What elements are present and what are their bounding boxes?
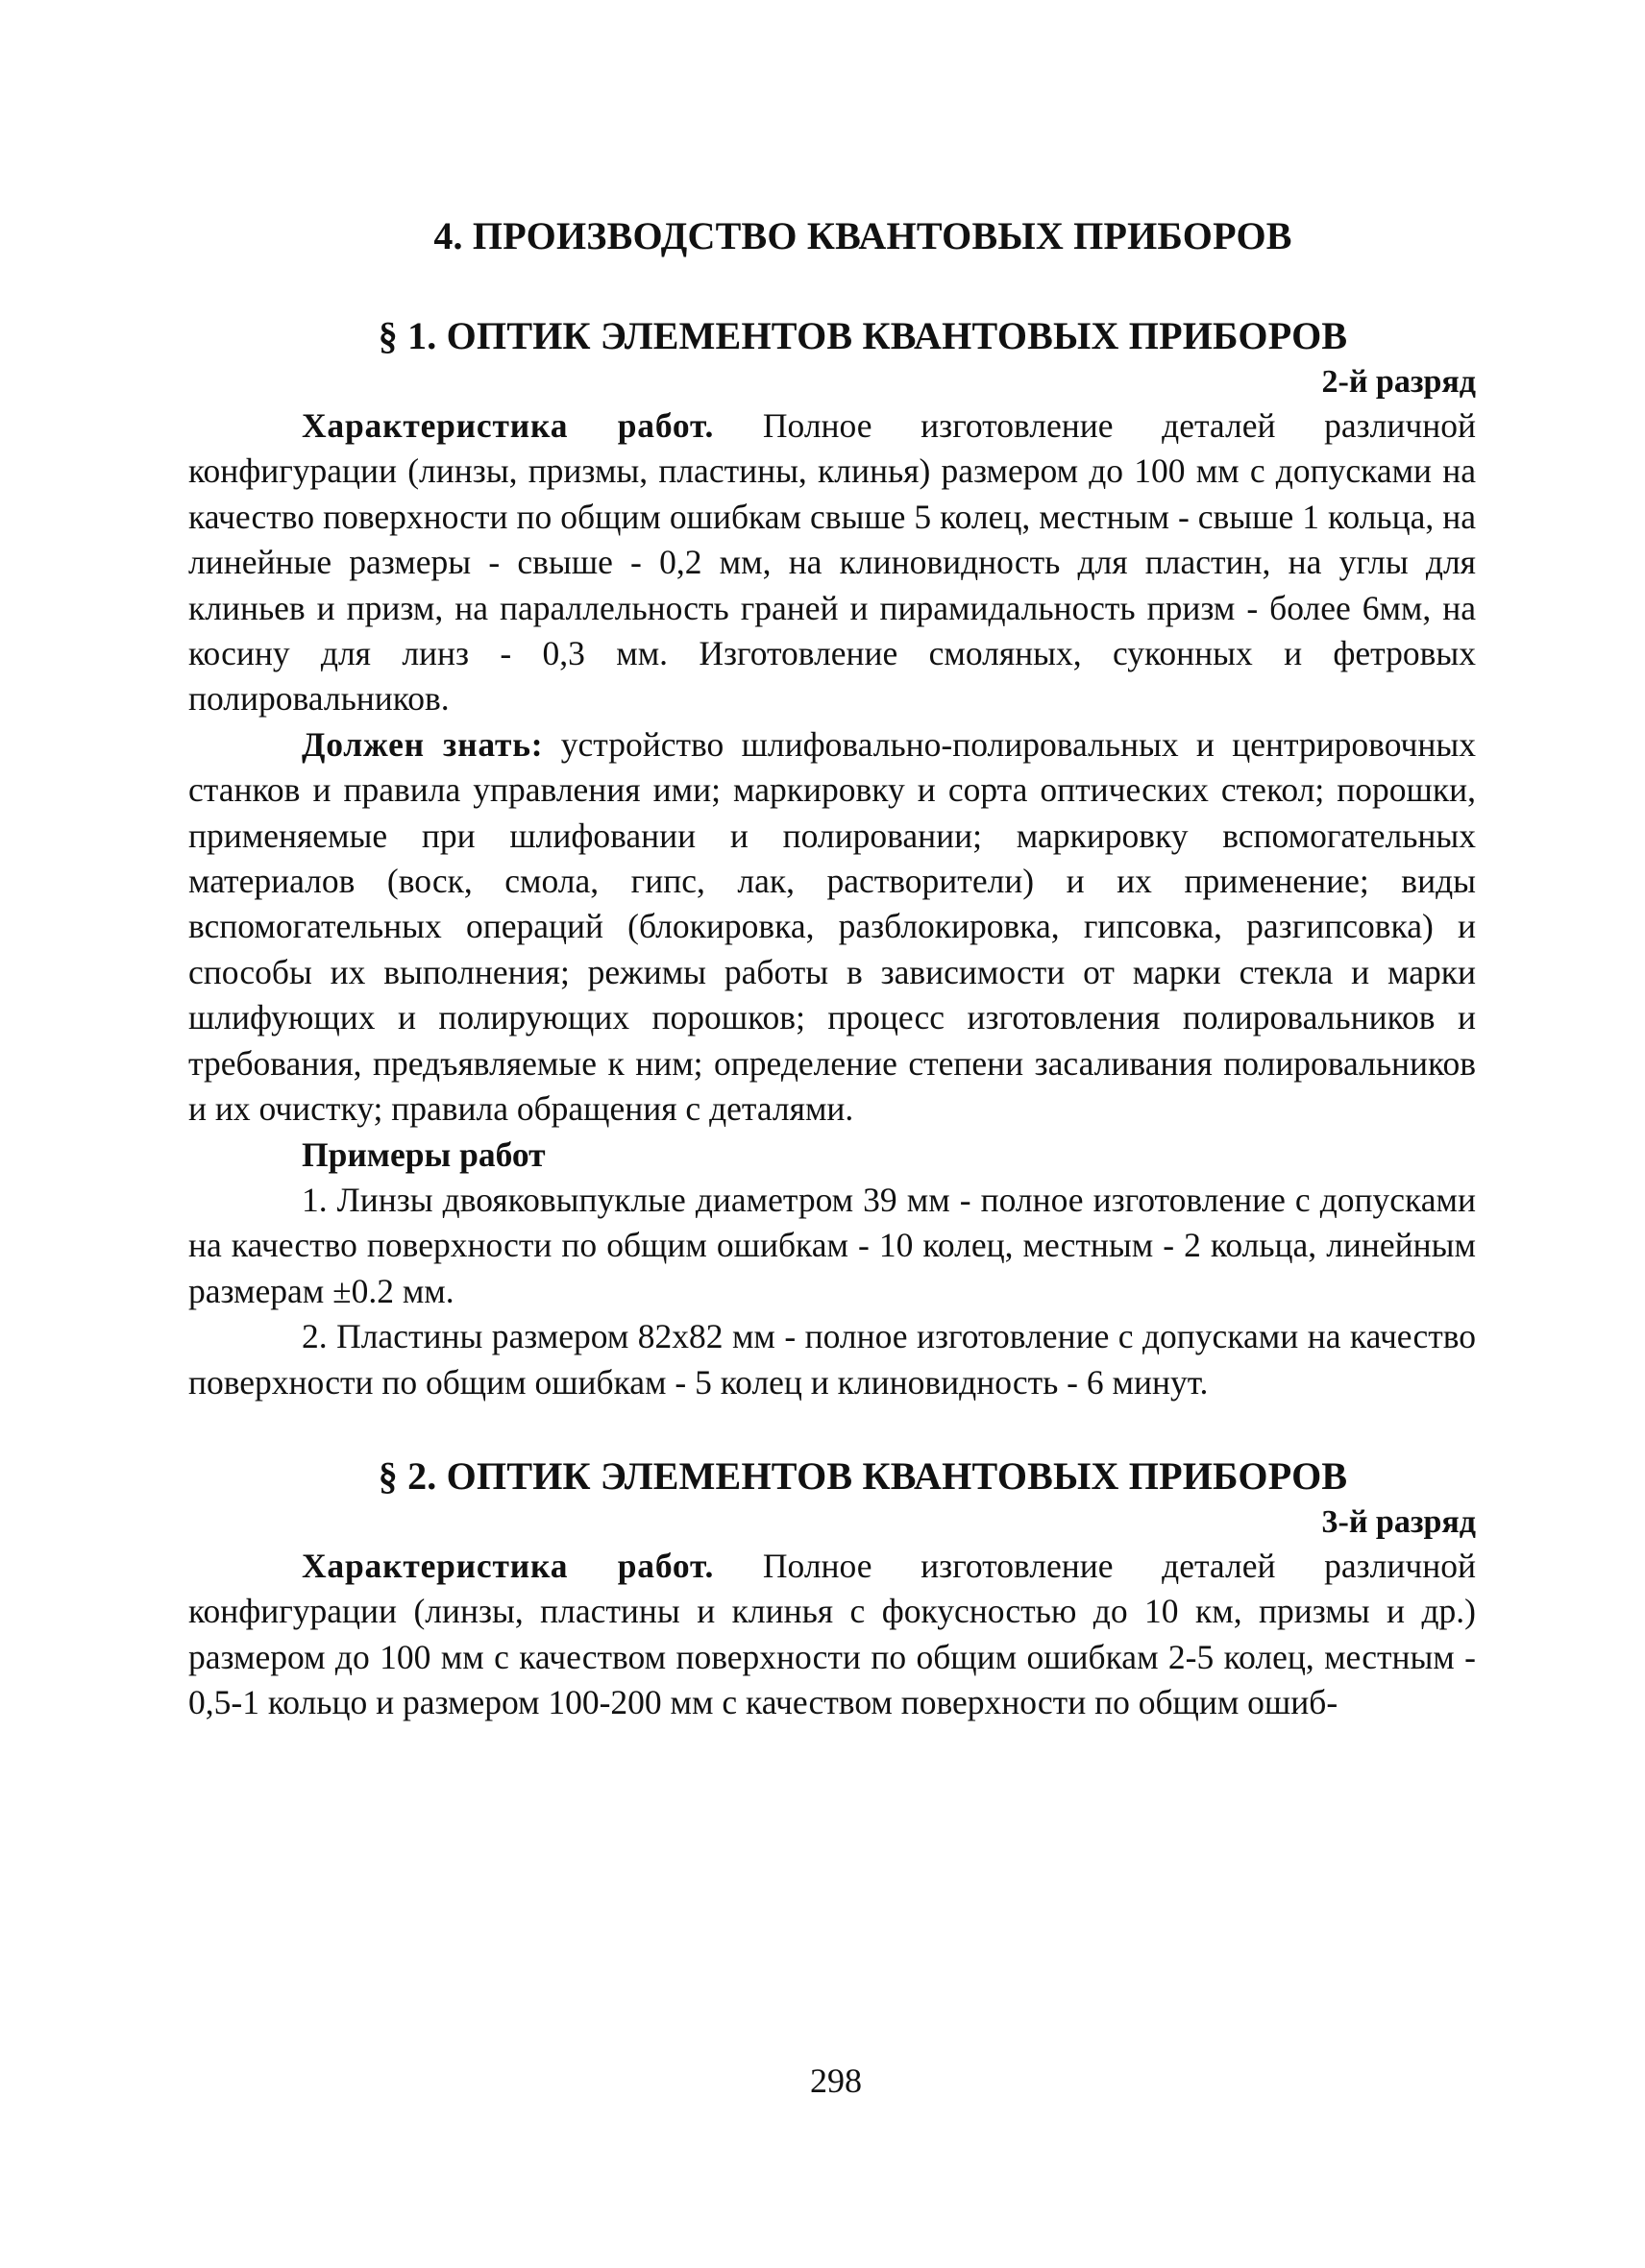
section-2-title: § 2. ОПТИК ЭЛЕМЕНТОВ КВАНТОВЫХ ПРИБОРОВ [378,1453,1348,1498]
page-content [188,213,1476,1726]
example-item-2: 2. Пластины размером 82x82 мм - полное изготовление с допусками на качество поверхности по общим ошибкам - 5 колец и клиновидность - 6 минут. [188,1317,1476,1402]
section-2-grade: 3-й разряд [1321,1503,1476,1540]
section-1-characteristics [188,403,1476,722]
characteristics-text: Полное изготовление деталей различной конфигурации (линзы, пластины и клинья с фокусностью до 10 км, призмы и др.) размером до 100 мм с качеством поверхности по общим ошибкам 2-5 колец, местным - 0,5-1 кольцо и размером 100-200 мм с качеством поверхности по общим ошиб- [188,1546,1476,1722]
section-1-grade: 2-й разряд [1321,364,1476,400]
section-2-characteristics [188,1544,1476,1726]
example-item-1: 1. Линзы двояковыпуклые диаметром 39 мм - полное изготовление с допусками на качество поверхности по общим ошибкам - 10 колец, местным - 2 кольца, линейным размерам ±0.2 мм. [188,1180,1476,1310]
section-1-knowledge [188,722,1476,1133]
knowledge-text: устройство шлифовально-полировальных и центрировочных станков и правила управления ими; маркировку и сорта оптических стекол; порошки, применяемые при шлифовании и полировании; маркировку вспомогательных материалов (воск, смола, гипс, лак, растворители) и их применение; виды вспомогательных операций (блокировка, разблокировка, гипсовка, разгипсовка) и способы их выполнения; режимы работы в зависимости от марки стекла и марки шлифующих и полирующих порошков; процесс изготовления полировальников и требования, предъявляемые к ним; определение степени засаливания полировальников и их очистку; правила обращения с деталями. [188,724,1476,1129]
chapter-title: 4. ПРОИЗВОДСТВО КВАНТОВЫХ ПРИБОРОВ [433,214,1292,257]
knowledge-label: Должен знать: [302,724,544,764]
characteristics-label: Характеристика работ. [302,1546,715,1585]
characteristics-label: Характеристика работ. [302,406,715,445]
examples-heading: Примеры работ [302,1134,546,1174]
characteristics-text: Полное изготовление деталей различной конфигурации (линзы, призмы, пластины, клинья) размером до 100 мм с допусками на качество поверхности по общим ошибкам свыше 5 колец, местным - свыше 1 кольца, на линейные размеры - свыше - 0,2 мм, на клиновидность для пластин, на углы для клиньев и призм, на параллельность граней и пирамидальность призм - более 6мм, на косину для линз - 0,3 мм. Изготовление смоляных, суконных и фетровых полировальников. [188,406,1476,719]
page-number: 298 [810,2061,862,2100]
section-1-title: § 1. ОПТИК ЭЛЕМЕНТОВ КВАНТОВЫХ ПРИБОРОВ [378,314,1348,357]
